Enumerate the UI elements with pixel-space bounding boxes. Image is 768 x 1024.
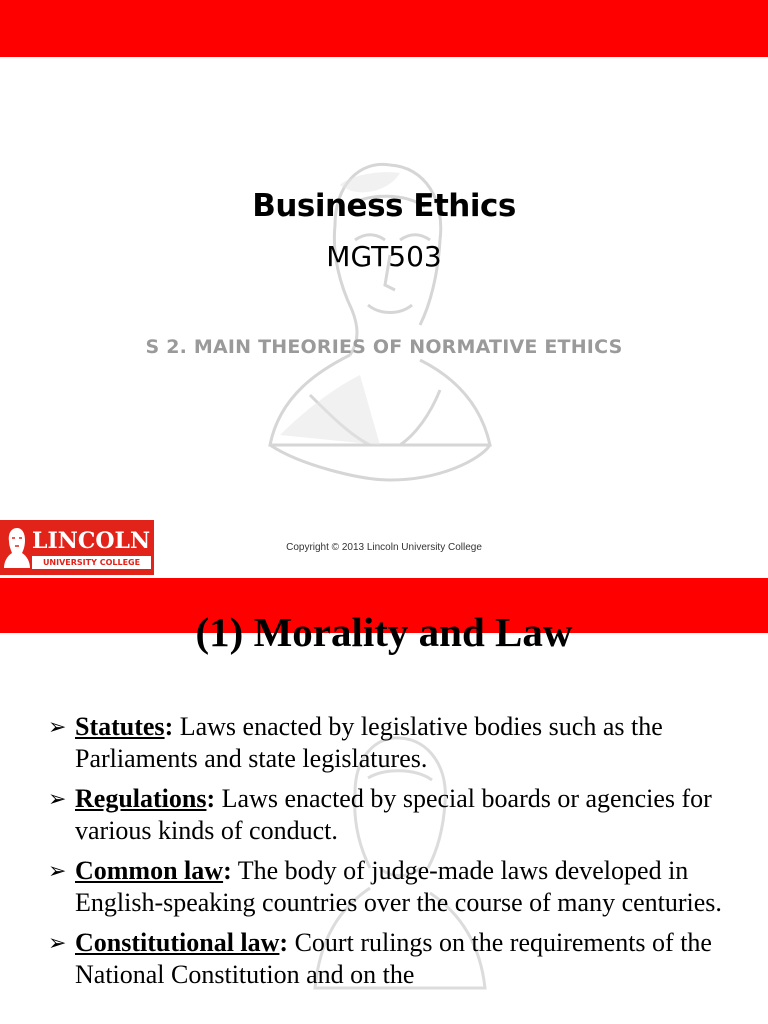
logo-name: LINCOLN <box>32 528 151 554</box>
slide-title: Business Ethics <box>252 188 516 224</box>
bullet-text: Laws enacted by special boards or agencies for various kinds of conduct. <box>75 784 712 845</box>
arrow-bullet-icon: ➢ <box>48 930 67 955</box>
arrow-bullet-icon: ➢ <box>48 858 67 883</box>
slide-subtitle: S 2. MAIN THEORIES OF NORMATIVE ETHICS <box>145 336 623 358</box>
arrow-bullet-icon: ➢ <box>48 786 67 811</box>
list-item <box>48 927 728 991</box>
bullet-colon: : <box>279 928 289 957</box>
bullet-text: Court rulings on the requirements of the National Constitution and on the <box>75 928 712 989</box>
bullet-colon: : <box>206 784 216 813</box>
bullet-colon: : <box>223 856 232 885</box>
content-slide <box>0 578 768 1024</box>
bullet-term: Constitutional law <box>75 928 280 957</box>
bullet-text: Laws enacted by legislative bodies such as the Parliaments and state legislatures. <box>75 712 663 773</box>
bullet-colon: : <box>164 712 174 741</box>
list-item <box>48 855 728 919</box>
bullet-list <box>48 711 728 999</box>
list-item <box>48 711 728 775</box>
copyright-text: Copyright © 2013 Lincoln University College <box>286 542 482 553</box>
list-item <box>48 783 728 847</box>
arrow-bullet-icon: ➢ <box>48 714 67 739</box>
slide-title-2: (1) Morality and Law <box>195 609 573 655</box>
bullet-term: Common law <box>75 856 224 885</box>
copyright-notice <box>0 542 768 553</box>
bullet-term: Regulations <box>75 784 207 813</box>
course-code: MGT503 <box>326 240 442 273</box>
top-red-bar <box>0 0 768 57</box>
logo-tagline: UNIVERSITY COLLEGE <box>32 556 151 569</box>
bullet-text: The body of judge-made laws developed in English-speaking countries over the course of many centuries. <box>75 856 722 917</box>
bullet-term: Statutes <box>75 712 165 741</box>
